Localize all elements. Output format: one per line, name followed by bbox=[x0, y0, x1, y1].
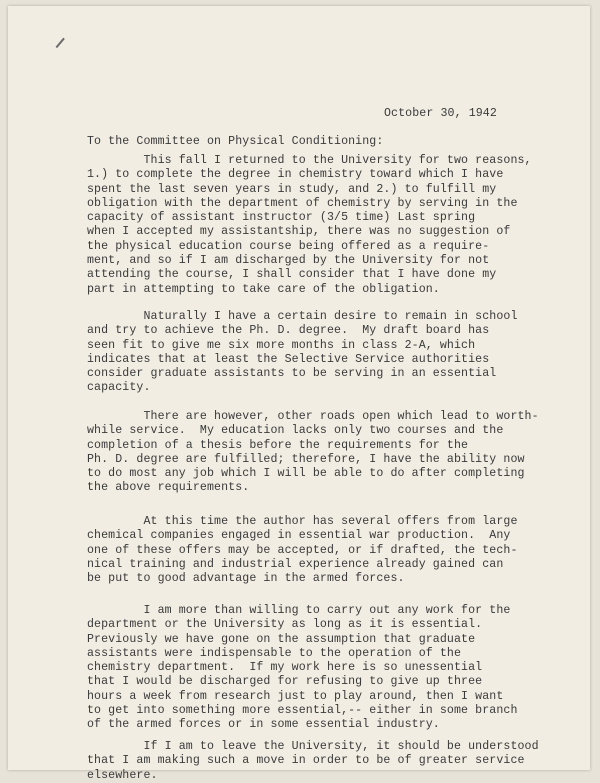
text-line: of the armed forces or in some essential industry. bbox=[87, 718, 440, 732]
text-line: capacity of assistant instructor (3/5 time) Last spring bbox=[87, 211, 476, 225]
text-line: If I am to leave the University, it should be understood bbox=[87, 740, 539, 753]
text-line: chemistry department. If my work here is so unessential bbox=[87, 661, 483, 675]
text-line: seen fit to give me six more months in class 2-A, which bbox=[87, 338, 476, 352]
text-line: 1.) to complete the degree in chemistry toward which I have bbox=[87, 168, 504, 182]
text-line: department or the University as long as it is essential. bbox=[87, 618, 483, 632]
text-line: assistants were indispensable to the operation of the bbox=[87, 646, 462, 660]
text-line: obligation with the department of chemistry by serving in the bbox=[87, 196, 518, 210]
text-line: and try to achieve the Ph. D. degree. My draft board has bbox=[87, 324, 490, 338]
text-line: chemical companies engaged in essential war production. Any bbox=[87, 529, 511, 543]
text-line: hours a week from research just to play around, then I want bbox=[87, 689, 504, 703]
letter-paragraph-5 bbox=[87, 604, 557, 733]
text-line: capacity. bbox=[87, 381, 151, 395]
letter-paragraph-3 bbox=[87, 410, 557, 496]
text-line: At this time the author has several offers from large bbox=[87, 515, 518, 528]
text-line: to get into something more essential,-- either in some branch bbox=[87, 704, 518, 718]
text-line: nical training and industrial experience already gained can bbox=[87, 557, 504, 571]
letter-date: October 30, 1942 bbox=[384, 107, 497, 120]
text-line: spent the last seven years in study, and 2.) to fulfill my bbox=[87, 182, 497, 196]
text-line: be put to good advantage in the armed forces. bbox=[87, 572, 405, 586]
text-line: that I am making such a move in order to be of greater service bbox=[87, 754, 525, 768]
text-line: Ph. D. degree are fulfilled; therefore, I have the ability now bbox=[87, 452, 525, 466]
text-line: the above requirements. bbox=[87, 481, 250, 495]
text-line: I am more than willing to carry out any work for the bbox=[87, 604, 511, 617]
letter-paragraph-2 bbox=[87, 310, 557, 396]
text-line: to do most any job which I will be able to do after completing bbox=[87, 467, 525, 481]
text-line: elsewhere. bbox=[87, 768, 158, 782]
text-line: part in attempting to take care of the obligation. bbox=[87, 282, 440, 296]
letter-paragraph-1 bbox=[87, 154, 557, 297]
text-line: the physical education course being offered as a require- bbox=[87, 239, 490, 253]
text-line: Previously we have gone on the assumption that graduate bbox=[87, 632, 476, 646]
text-line: consider graduate assistants to be serving in an essential bbox=[87, 367, 497, 381]
letter-salutation: To the Committee on Physical Conditioning: bbox=[87, 135, 384, 148]
text-line: that I would be discharged for refusing to give up three bbox=[87, 675, 483, 689]
text-line: attending the course, I shall consider that I have done my bbox=[87, 268, 497, 282]
text-line: There are however, other roads open which lead to worth- bbox=[87, 410, 539, 423]
text-line: when I accepted my assistantship, there was no suggestion of bbox=[87, 225, 511, 239]
text-line: ment, and so if I am discharged by the University for not bbox=[87, 254, 490, 268]
text-line: indicates that at least the Selective Service authorities bbox=[87, 352, 490, 366]
text-line: while service. My education lacks only two courses and the bbox=[87, 424, 504, 438]
letter-paragraph-4 bbox=[87, 515, 557, 586]
letter-paragraph-6 bbox=[87, 740, 557, 783]
text-line: completion of a thesis before the requirements for the bbox=[87, 438, 469, 452]
text-line: one of these offers may be accepted, or if drafted, the tech- bbox=[87, 543, 518, 557]
text-line: This fall I returned to the University for two reasons, bbox=[87, 154, 532, 167]
text-line: Naturally I have a certain desire to remain in school bbox=[87, 310, 518, 323]
